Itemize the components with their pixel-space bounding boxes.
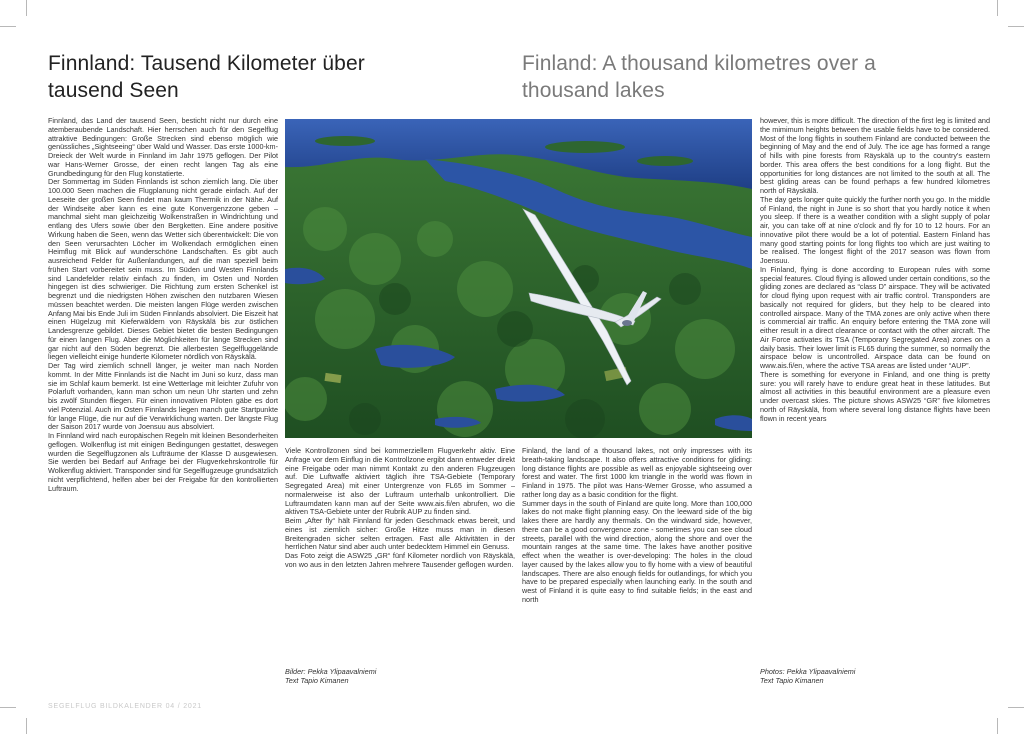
paragraph: The day gets longer quite quickly the further north you go. In the middle of Finland, the night in June is so short that you hardly notice it when you sleep. If there is a weather condition with a slight supply of polar air, you can take off at nine o'clock and fly for 10 to 12 hours. For an innovative pilot there would be a lot of potential. Eastern Finland has many good starting points for long flights too which are just waiting to be realised. The longest flight of the 2017 season was flown from Joensuu. <box>760 194 990 265</box>
german-text-column-1 <box>48 117 278 687</box>
german-credits <box>285 667 485 685</box>
crop-mark <box>997 718 998 734</box>
english-text-column-2 <box>760 117 990 641</box>
crop-mark <box>26 0 27 16</box>
paragraph: Finland, the land of a thousand lakes, not only impresses with its breath-taking landscape. It also offers attractive conditions for gliding: long distance flights are possible as well as enjoyable sightseeing over forest and water. The first 1000 km triangle in the world was flown in Finland in 1975. The pilot was Hans-Werner Grosse, who assumed a rather long day as a basic condition for the flight. <box>522 447 752 499</box>
paragraph: There is something for everyone in Finland, and one thing is pretty sure: you will rarely have to endure great heat in these latitudes. But almost all activities in this beautiful environment are a pleasure even under overcast skies. The picture shows ASW25 “GR” five kilometres north of Räyskälä, from where several long distance flights have been flown in recent years <box>760 369 990 423</box>
german-title: Finnland: Tausend Kilometer über tausend Seen <box>48 52 365 102</box>
photo-credit: Photos: Pekka Ylipaavalniemi <box>760 667 856 676</box>
text-credit: Text Tapio Kimanen <box>285 676 349 685</box>
crop-mark <box>997 0 998 16</box>
paragraph: Viele Kontrollzonen sind bei kommerziellem Flugverkehr aktiv. Eine Anfrage vor dem Einflug in die Kontrollzone ergibt dann entweder direkt eine Freigabe oder man nimmt Kontakt zu den anderen Flugzeugen auf. Die Luftwaffe aktiviert täglich ihre TSA-Gebiete (Temporary Segregated Area) mit einer Untergrenze von FL65 im Sommer – normalerweise ist also der Luftraum unterhalb unkontrolliert. Die Luftraumdaten kann man auf der Seite www.ais.fi/en abrufen, wo die aktiven TSA-Gebiete unter der Rubrik AUP zu finden sind. <box>285 447 515 517</box>
crop-mark <box>26 718 27 734</box>
english-text-column-1 <box>522 447 752 687</box>
paragraph: Der Tag wird ziemlich schnell länger, je weiter man nach Norden kommt. In der Mitte Finnlands ist die Nacht im Juni so kurz, dass man sie im Schlaf kaum bemerkt. Ist eine Wetterlage mit leichter Zufuhr von Polarluft vorhanden, kann man schon um neun Uhr starten und zehn bis zwölf Stunden fliegen. Für einen innovativen Piloten gäbe es dort viel Potenzial. Auch im Osten Finnlands liegen manch gute Startpunkte für lange Flüge, die nur auf die Verwirklichung warten. Der längste Flug der Saison 2017 wurde von Joensuu aus absolviert. <box>48 361 278 432</box>
crop-mark <box>0 707 16 708</box>
german-text-column-2 <box>285 447 515 597</box>
glider-over-lakes-photo <box>285 119 752 438</box>
crop-mark <box>1008 26 1024 27</box>
paragraph: Finnland, das Land der tausend Seen, besticht nicht nur durch eine atemberaubende Landschaft. Hier herrschen auch für den Segelflug attraktive Bedingungen: Große Strecken sind ebenso möglich wie genüssliches „Sightseeing“ über Wald und Wasser. Das erste 1000-km-Dreieck der Welt wurde in Finnland im Jahr 1975 geflogen. Der Pilot war Hans-Werner Grosse, der einen recht langen Tag als eine Grundbedingung für den Flug konstatierte. <box>48 117 278 178</box>
photo-credit: Bilder: Pekka Ylipaavalniemi <box>285 667 377 676</box>
english-title: Finland: A thousand kilometres over a thousand lakes <box>522 52 876 102</box>
aerial-landscape-illustration <box>285 119 752 438</box>
page-footer: SEGELFLUG BILDKALENDER 04 / 2021 <box>48 703 202 710</box>
english-credits <box>760 667 960 685</box>
text-credit: Text Tapio Kimanen <box>760 676 824 685</box>
paragraph: Das Foto zeigt die ASW25 „GR“ fünf Kilometer nordlich von Räyskälä, von wo aus in den letzten Jahren mehrere Tausender geflogen wurden. <box>285 551 515 569</box>
paragraph: however, this is more difficult. The direction of the first leg is limited and the mimimum heights between the usable fields have to be considered. Most of the long flights in southern Finland are conducted between the beginning of May and the end of July. The ice age has formed a range of hills with pine forests from Räyskälä up to the country's eastern border. This area offers the best conditions for a long flight. But the opportunities for long distances are not limited to the south at all. The best gliding areas can be found perhaps a few hundred kilometres north of Räyskälä. <box>760 117 990 195</box>
paragraph: In Finnland wird nach europäischen Regeln mit kleinen Besonderheiten geflogen. Wolkenflug ist mit einigen Bedingungen gestattet, deswegen wurden die Segelflugzonen als Lufträume der Klasse D ausgewiesen. Sie werden bei Bedarf auf Anfrage bei der Flugverkehrskontrolle für Wolkenflug aktiviert. Transponder sind für Segelflugzeuge grundsätzlich nicht verpflichtend, helfen aber bei der Freigabe für den kontrollierten Luftraum. <box>48 431 278 493</box>
paragraph: Summer days in the south of Finland are quite long. More than 100,000 lakes do not make flight planning easy. On the leeward side of the big lakes there are hardly any thermals. On the windward side, however, there can be a good convergence zone - sometimes you can see cloud streets, parallel with the wind direction, along the shore and over the mountain ranges at the same time. The lakes have another positive effect when the weather is over-developing: The holes in the cloud layer caused by the lakes allow you to fly home with a view of beautiful landscapes. There are also enough fields for outlandings, for which you have to be prepared especially when launching early. In the south and west of Finland it is quite easy to find suitable fields; in the east and north <box>522 498 752 604</box>
paragraph: Der Sommertag im Süden Finnlands ist schon ziemlich lang. Die über 100.000 Seen machen die Flugplanung nicht gerade einfach. Auf der Leeseite der großen Seen findet man kaum Thermik in der Nähe. Auf der Windseite aber kann es eine gute Konvergenzzone geben – manchmal sieht man gleichzeitig Wolkenstraßen in Windrichtung und entlang des Ufers sowie über den Bergketten. Eine andere positive Wirkung haben die Seen, wenn das Wetter sich überentwickelt: Die von den Seen verursachten Löcher im Wolkendach ermöglichen einen Heimflug mit Blick auf wunderschöne Landschaften. Es gibt auch ausreichend Felder für Außenlandungen, auf die man speziell beim frühen Start vorbereitet sein muss. Im Süden und Westen Finnlands sind Landefelder relativ einfach zu finden, im Osten und Norden hingegen ist dies schwieriger. Die Richtung zum ersten Schenkel ist begrenzt und die niedrigsten Höhen zwischen den nutzbaren Wiesen müssen beachtet werden. Die meisten langen Flüge werden zwischen Anfang Mai bis Ende Juli im Süden Finnlands absolviert. Die Eiszeit hat einen Hügelzug mit Kieferwäldern von Räyskälä bis zur östlichen Landesgrenze gebildet. Dieses Gebiet bietet die besten Bedingungen für einen langen Flug. Aber die Möglichkeiten für lange Strecken sind gar nicht auf den Süden begrenzt. Die allerbesten Segelfluggelände liegen vielleicht einige hunderte Kilometer nördlich von Räyskälä. <box>48 177 278 362</box>
paragraph: In Finland, flying is done according to European rules with some special features. Cloud flying is allowed under certain conditions, so the gliding zones are declared as “class D” airspace. They will be activated for cloud flying upon request with air traffic control. Transponders are basically not required for gliders, but they help to be cleared into controlled airspace. Many of the TMA zones are only active when there is commercial air traffic. An enquiry before entering the TMA zone will either result in a direct clearance or contact with the other aircraft. The Air Force activates its TSA (Temporary Segregated Area) zones on a daily basis. Their lower limit is FL65 during the summer, so normally the airspace below is uncontrolled. Airspace data can be found on www.ais.fi/en, where the active TSA areas are listed under “AUP”. <box>760 264 990 370</box>
crop-mark <box>1008 707 1024 708</box>
crop-mark <box>0 26 16 27</box>
paragraph: Beim „After fly“ hält Finnland für jeden Geschmack etwas bereit, und eines ist ziemlich sicher: Große Hitze muss man in diesen Breitengraden sicher selten ertragen. Fast alle Aktivitäten in der herrlichen Natur sind aber auch unter bedecktem Himmel ein Genuss. <box>285 516 515 552</box>
